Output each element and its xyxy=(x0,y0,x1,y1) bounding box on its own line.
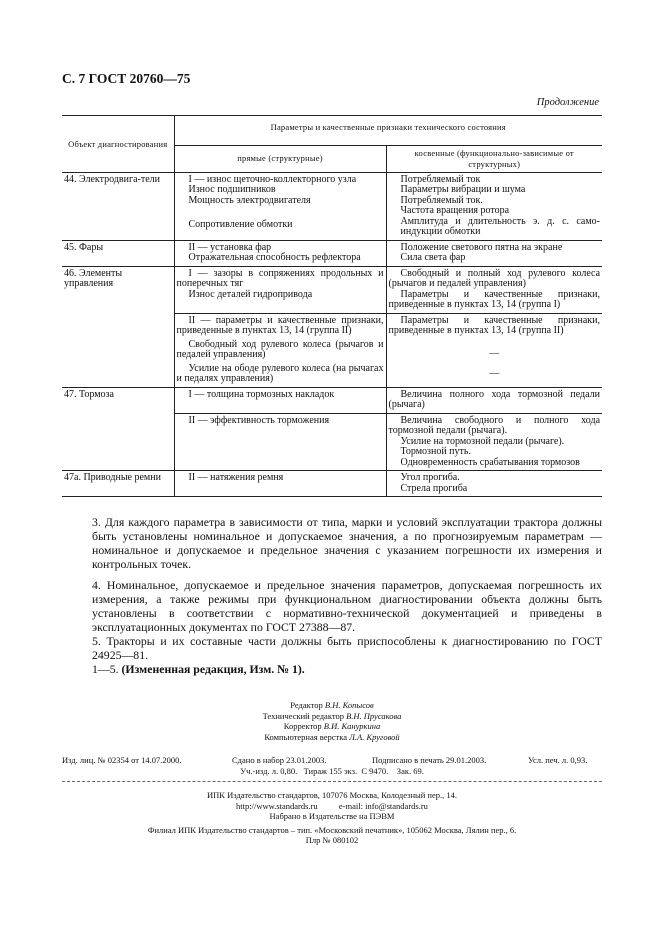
license-number: Изд. лиц. № 02354 от 14.07.2000. xyxy=(62,755,182,765)
object-cell: 45. Фары xyxy=(62,240,174,266)
object-cell: 44. Электродвига-тели xyxy=(62,172,174,240)
header-object: Объект диагностирования xyxy=(62,116,174,173)
table-row: 46. Элементы управления I — зазоры в сопряжениях продольных и поперечных тяг Износ деталей гидропривода Свободный и полный ход рулевого колеса (рычагов и педалей управления) Параметры и качественные признаки, приведенные в пунктах 13, 14 (группа I) xyxy=(62,266,602,313)
print-run: Уч.-изд. л. 0,80. Тираж 155 экз. С 9470. Зак. 69. xyxy=(240,766,424,776)
paragraph-5: 5. Тракторы и их составные части должны быть приспособлены к диагностированию по ГОСТ 24925—81. xyxy=(92,634,602,662)
table-row: II — параметры и качественные признаки, приведенные в пунктах 13, 14 (группа II) Свободный ход рулевого колеса (рычагов и педалей управления) Усилие на ободе рулевого колеса (на рычагах и педалях управления) Параметры и качественные признаки, приведенные в пунктах 13, 14 (группа II) — — xyxy=(62,313,602,387)
header-params: Параметры и качественные признаки технического состояния xyxy=(174,116,602,146)
table-row: 45. Фары II — установка фар Отражательная способность рефлектора Положение светового пятна на экране Сила света фар xyxy=(62,240,602,266)
page-header: С. 7 ГОСТ 20760—75 xyxy=(62,71,191,86)
object-cell: 46. Элементы управления xyxy=(62,266,174,387)
amendment-note: 1—5. (Измененная редакция, Изм. № 1). xyxy=(92,662,305,676)
continuation-label: Продолжение xyxy=(536,97,599,108)
header-indirect: косвенные (функционально-зависимые от структурных) xyxy=(386,145,602,172)
table-row: 47. Тормоза I — толщина тормозных накладок Величина полного хода тормозной педали (рычага) xyxy=(62,387,602,413)
table-row: 44. Электродвига-тели I — износ щеточно-коллекторного узла Износ подшипников Мощность электродвигателя Сопротивление обмотки Потребляемый ток Параметры вибрации и шума Потребляемый ток. Частота вращения ротора Амплитуда и длительность э. д. с. само-индукции обмотки xyxy=(62,172,602,240)
paragraph-3: 3. Для каждого параметра в зависимости от типа, марки и условий эксплуатации трактора должны быть установлены номинальное и допускаемое значения, а по прогнозируемым параметрам — номинальное и допускаемое и предельное значения с указанием погрешности их измерения и контрольных точек. xyxy=(92,515,602,571)
diagnostics-table xyxy=(62,115,602,497)
object-cell: 47а. Приводные ремни xyxy=(62,471,174,497)
object-cell: 47. Тормоза xyxy=(62,387,174,471)
header-direct: прямые (структурные) xyxy=(174,145,386,172)
divider xyxy=(62,781,602,782)
paragraph-4: 4. Номинальное, допускаемое и предельное значения параметров, допускаемая погрешность их измерения, а также режимы при функциональном диагностировании объекта должны быть установлены в соответствии с нормативно-технической документацией и приведены в эксплуатационных документах по ГОСТ 27388—87. xyxy=(92,578,602,634)
credits: Редактор В.Н. Копысов Технический редактор В.Н. Прусакова Корректор В.И. Кануркина Компьютерная верстка Л.А. Круговой xyxy=(262,700,402,742)
publisher-block: ИПК Издательство стандартов, 107076 Москва, Колодезный пер., 14. http://www.standards.ru e-mail: info@standards.ru Набрано в Издательстве на ПЭВМ Филиал ИПК Издательство стандартов – тип. «Московский печатник», 105062 Москва, Лялин пер., 6. Плр № 080102 xyxy=(147,790,517,845)
sent-date: Сдано в набор 23.01.2003. xyxy=(232,755,327,765)
signed-date: Подписано в печать 29.01.2003. xyxy=(372,755,487,765)
table-row: II — эффективность торможения Величина свободного и полного хода тормозной педали (рычага). Усилие на тормозной педали (рычаге). Тормозной путь. Одновременность срабатывания тормозов xyxy=(62,413,602,471)
print-sheets: Усл. печ. л. 0,93. xyxy=(528,755,588,765)
table-row: 47а. Приводные ремни II — натяжения ремня Угол прогиба. Стрела прогиба xyxy=(62,471,602,497)
